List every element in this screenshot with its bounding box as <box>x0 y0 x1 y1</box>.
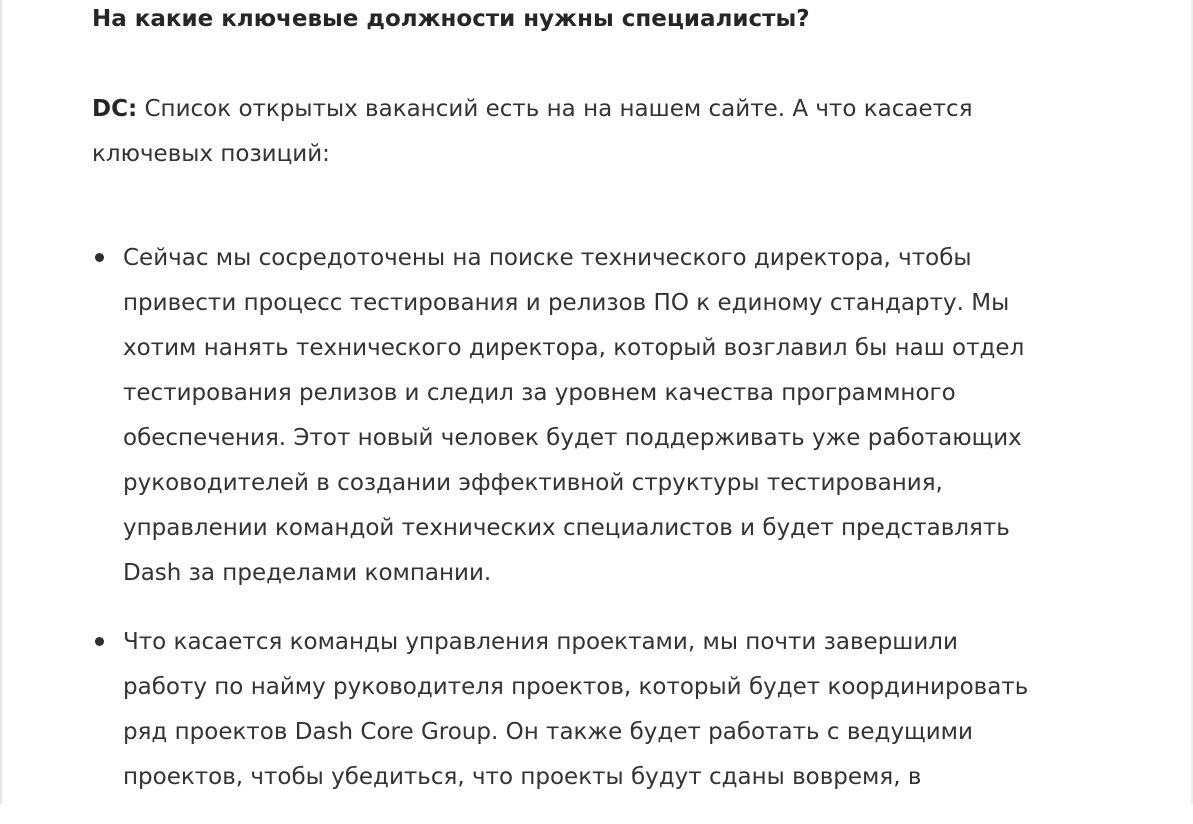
list-item <box>92 236 1112 596</box>
list-item <box>92 620 1112 800</box>
list-item-line: Что касается команды управления проектами, мы почти завершили <box>123 629 958 655</box>
list-item-line: руководителей в создании эффективной структуры тестирования, <box>123 470 943 496</box>
question-heading: На какие ключевые должности нужны специалисты? <box>92 6 810 32</box>
list-item-line: Сейчас мы сосредоточены на поиске технического директора, чтобы <box>123 245 972 271</box>
list-item-line: управлении командой технических специалистов и будет представлять <box>123 515 1010 541</box>
list-item-line: хотим нанять технического директора, который возглавил бы наш отдел <box>123 335 1025 361</box>
list-item-line: тестирования релизов и следил за уровнем качества программного <box>123 380 956 406</box>
answer-line-2: ключевых позиций: <box>92 141 330 167</box>
list-item-line: Dash за пределами компании. <box>123 560 492 586</box>
key-positions-list <box>92 236 1112 824</box>
bullet-dot-icon <box>95 637 104 646</box>
answer-paragraph <box>92 87 1092 177</box>
page-left-border <box>0 0 2 804</box>
list-item-line: обеспечения. Этот новый человек будет поддерживать уже работающих <box>123 425 1022 451</box>
list-item-line: проектов, чтобы убедиться, что проекты будут сданы вовремя, в <box>123 764 922 790</box>
list-item-line: работу по найму руководителя проектов, который будет координировать <box>123 674 1029 700</box>
list-item-line: привести процесс тестирования и релизов ПО к единому стандарту. Мы <box>123 290 1010 316</box>
bullet-dot-icon <box>95 253 104 262</box>
answer-line-1 <box>92 87 1092 132</box>
speaker-label: DC: <box>92 96 138 122</box>
list-item-line: ряд проектов Dash Core Group. Он также будет работать с ведущими <box>123 719 973 745</box>
answer-text-1: Список открытых вакансий есть на на нашем сайте. А что касается <box>137 96 973 122</box>
